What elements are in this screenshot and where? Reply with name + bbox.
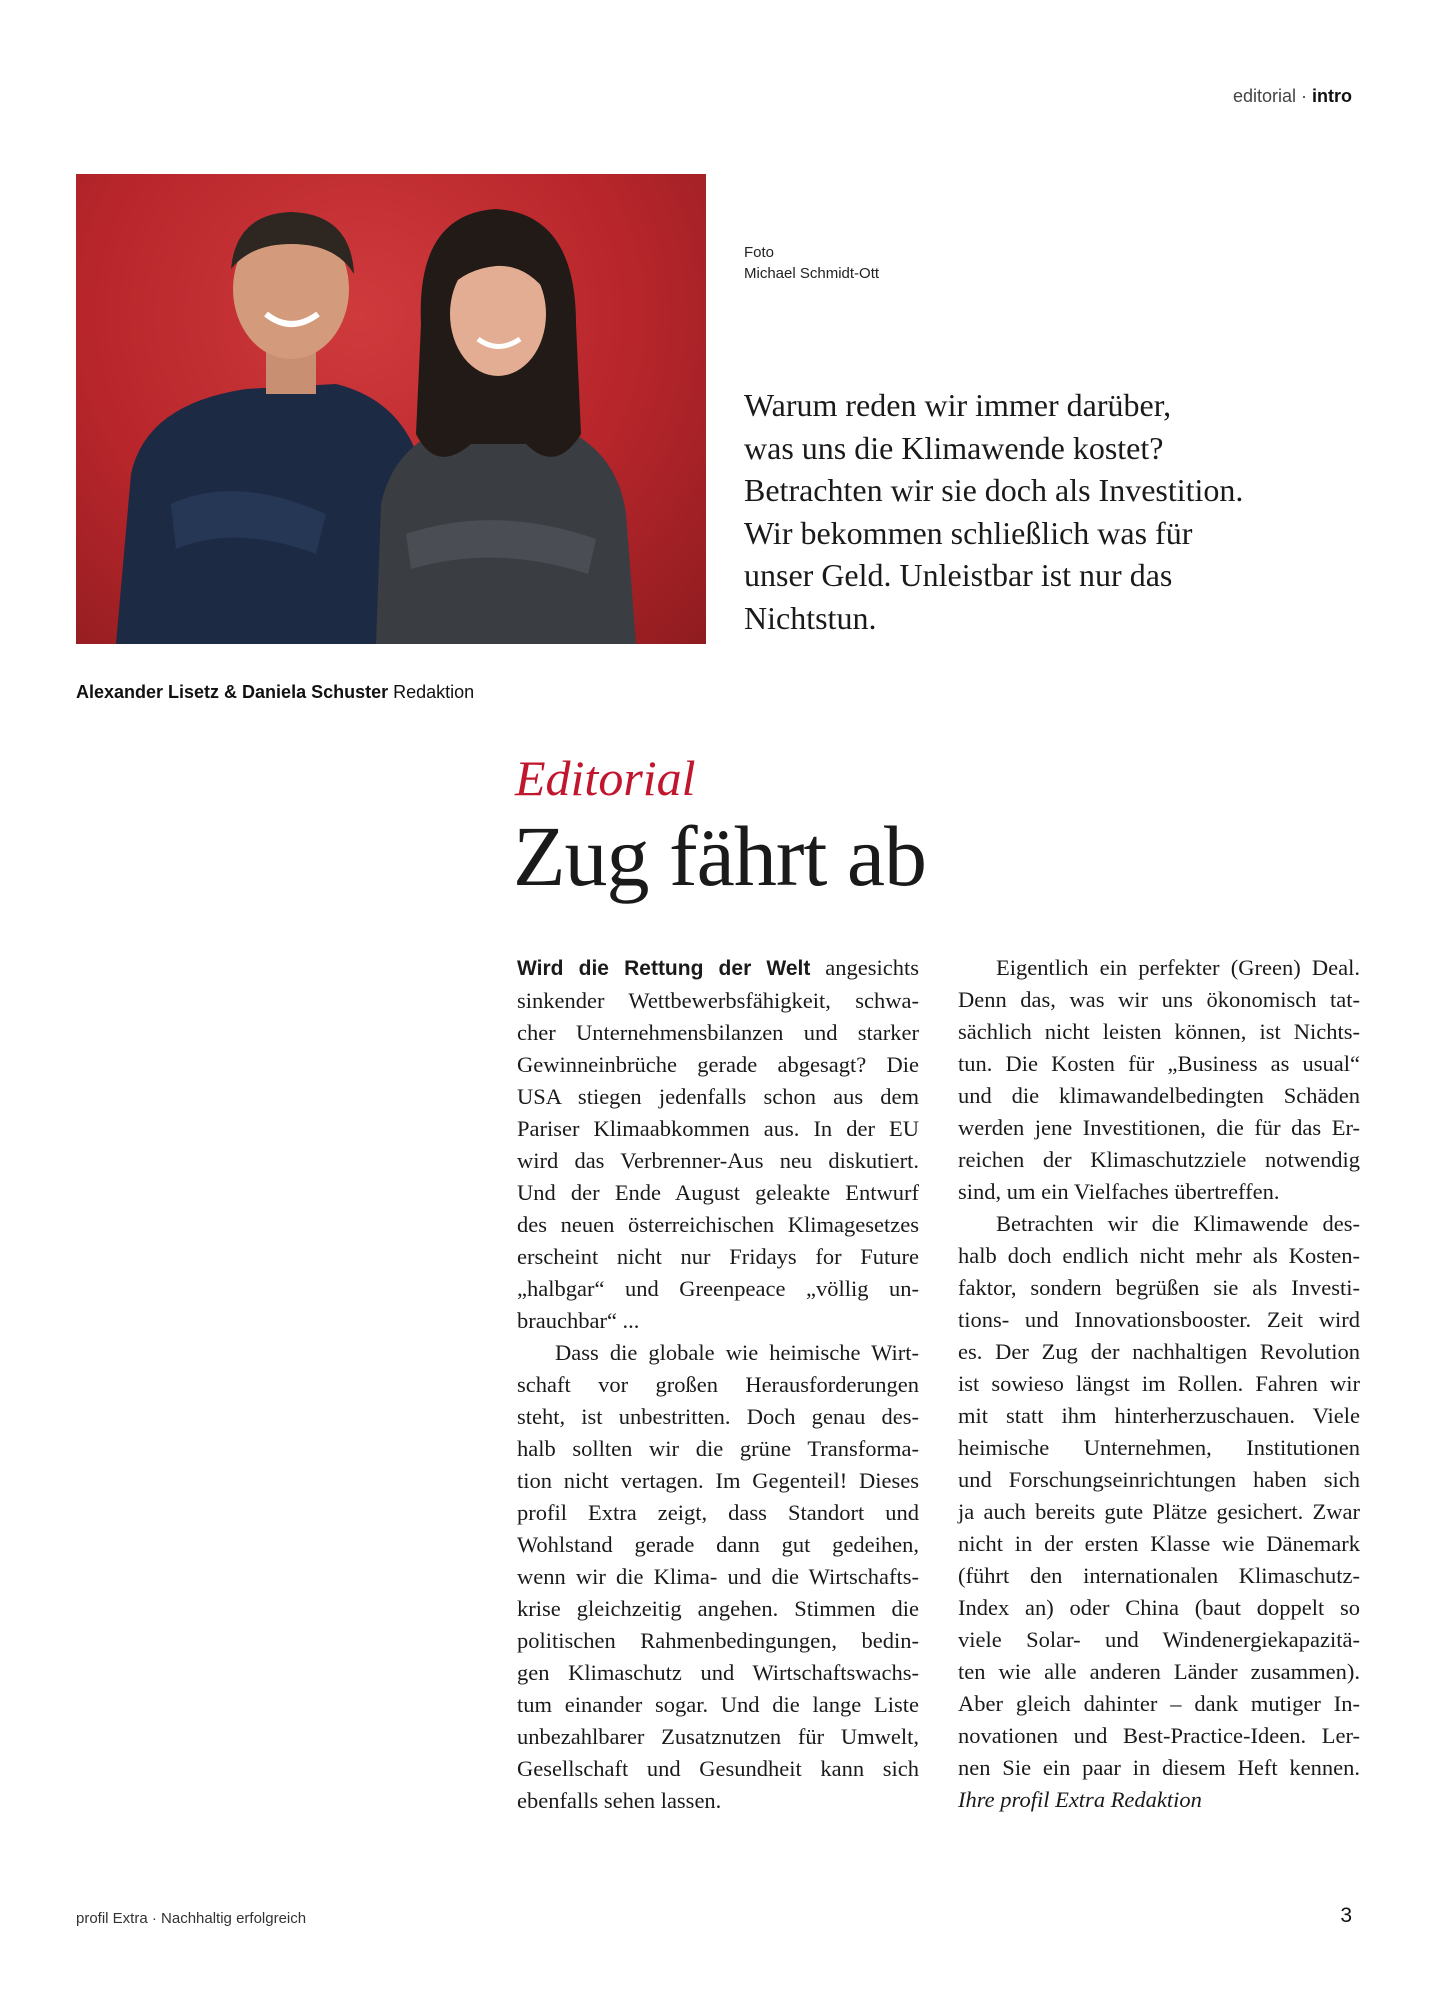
body-line: und die klimawandelbedingten Schäden: [958, 1083, 1360, 1108]
body-line: Denn das, was wir uns ökonomisch tat-: [958, 987, 1360, 1012]
body-line: ja auch bereits gute Plätze gesichert. Zwar: [958, 1499, 1360, 1524]
body-line: tun. Die Kosten für „Business as usual“: [958, 1051, 1360, 1076]
body-line: Pariser Klimaabkommen aus. In der EU: [517, 1116, 919, 1141]
body-line: unbezahlbarer Zusatznutzen für Umwelt,: [517, 1724, 919, 1749]
body-line: (führt den internationalen Klimaschutz-: [958, 1563, 1360, 1588]
body-line: politischen Rahmenbedingungen, bedin-: [517, 1628, 919, 1653]
body-line: Aber gleich dahinter – dank mutiger In-: [958, 1691, 1360, 1716]
body-line: USA stiegen jedenfalls schon aus dem: [517, 1084, 919, 1109]
body-line: ten wie alle anderen Länder zusammen).: [958, 1659, 1360, 1684]
body-line: tum einander sogar. Und die lange Liste: [517, 1692, 919, 1717]
editors-photo: [76, 174, 706, 644]
page-number: 3: [1340, 1904, 1352, 1927]
pull-quote-line: was uns die Klimawende kostet?: [744, 429, 1164, 466]
article-signature: Ihre profil Extra Redaktion: [958, 1787, 1202, 1812]
article-column-right: [958, 952, 1360, 1816]
body-line: wenn wir die Klima- und die Wirtschafts-: [517, 1564, 919, 1589]
pull-quote-line: unser Geld. Unleistbar ist nur das: [744, 557, 1173, 593]
body-text: angesichts: [810, 955, 920, 980]
article-lead: Wird die Rettung der Welt: [517, 957, 811, 980]
article-headline: Zug fährt ab: [513, 808, 927, 904]
pull-quote: [744, 384, 1344, 639]
body-line: Betrachten wir die Klimawende des-: [996, 1211, 1360, 1236]
body-line: reichen der Klimaschutzziele notwendig: [958, 1147, 1360, 1172]
body-line: viele Solar- und Windenergiekapazitä-: [958, 1627, 1360, 1652]
footer-publication: profil Extra · Nachhaltig erfolgreich: [76, 1910, 307, 1927]
body-line: krise gleichzeitig angehen. Stimmen die: [517, 1596, 919, 1621]
body-line: wird das Verbrenner-Aus neu diskutiert.: [517, 1148, 919, 1173]
photo-credit-name: Michael Schmidt-Ott: [744, 265, 880, 282]
body-line: „halbgar“ und Greenpeace „völlig un-: [517, 1276, 919, 1301]
editors-illustration: [76, 174, 706, 644]
body-line: sind, um ein Vielfaches übertreffen.: [958, 1179, 1280, 1204]
body-line: Und der Ende August geleakte Entwurf: [517, 1180, 919, 1205]
body-line: profil Extra zeigt, dass Standort und: [517, 1500, 919, 1525]
body-line: nicht in der ersten Klasse wie Dänemark: [958, 1531, 1360, 1556]
body-line: halb doch endlich nicht mehr als Kosten-: [958, 1243, 1360, 1268]
body-line: sinkender Wettbewerbsfähigkeit, schwa-: [517, 988, 919, 1013]
section-separator: ·: [1296, 86, 1312, 106]
pull-quote-line: Betrachten wir sie doch als Investition.: [744, 472, 1244, 508]
body-line: ebenfalls sehen lassen.: [517, 1788, 722, 1813]
body-line: und Forschungseinrichtungen haben sich: [958, 1467, 1360, 1492]
article-column-left: [517, 952, 919, 1817]
body-line: tion nicht vertagen. Im Gegenteil! Dieses: [517, 1468, 919, 1493]
body-line: Gesellschaft und Gesundheit kann sich: [517, 1756, 919, 1781]
body-line: Dass die globale wie heimische Wirt-: [555, 1340, 919, 1365]
body-line: des neuen österreichischen Klimagesetzes: [517, 1212, 919, 1237]
body-line: werden jene Investitionen, die für das Er-: [958, 1115, 1360, 1140]
body-line: nen Sie ein paar in diesem Heft kennen.: [958, 1755, 1360, 1780]
body-line: schaft vor großen Herausforderungen: [517, 1372, 919, 1397]
body-line: Eigentlich ein perfekter (Green) Deal.: [996, 955, 1360, 980]
body-line: cher Unternehmensbilanzen und starker: [517, 1020, 919, 1045]
body-line: [517, 952, 919, 985]
body-line: erscheint nicht nur Fridays for Future: [517, 1244, 919, 1269]
body-line: Gewinneinbrüche gerade abgesagt? Die: [517, 1052, 919, 1077]
section-label: editorial: [1232, 86, 1296, 106]
body-line: gen Klimaschutz und Wirtschaftswachs-: [517, 1660, 919, 1685]
body-line: Wohlstand gerade dann gut gedeihen,: [517, 1532, 919, 1557]
body-line: Index an) oder China (baut doppelt so: [958, 1595, 1360, 1620]
body-line: tions- und Innovationsbooster. Zeit wird: [958, 1307, 1360, 1332]
photo-caption: [76, 682, 474, 703]
caption-names: Alexander Lisetz & Daniela Schuster: [76, 682, 389, 702]
pull-quote-line: Wir bekommen schließlich was für: [744, 514, 1193, 551]
pull-quote-line: Nichtstun.: [744, 599, 877, 636]
pull-quote-line: Warum reden wir immer darüber,: [744, 387, 1172, 423]
body-line: halb sollten wir die grüne Transforma-: [517, 1436, 919, 1461]
subsection-label: intro: [1312, 86, 1352, 106]
body-line: brauchbar“ ...: [517, 1308, 640, 1333]
photo-credit-label: Foto: [744, 244, 775, 261]
body-line: es. Der Zug der nachhaltigen Revolution: [958, 1339, 1360, 1364]
caption-role: Redaktion: [388, 682, 475, 702]
body-line: mit statt ihm hinterherzuschauen. Viele: [958, 1403, 1360, 1428]
photo-credit: [744, 242, 879, 284]
body-line: heimische Unternehmen, Institutionen: [958, 1435, 1360, 1460]
body-line: ist sowieso längst im Rollen. Fahren wir: [958, 1371, 1360, 1396]
body-line: steht, ist unbestritten. Doch genau des-: [517, 1404, 919, 1429]
body-line: sächlich nicht leisten können, ist Nichts-: [958, 1019, 1360, 1044]
body-line: novationen und Best-Practice-Ideen. Ler-: [958, 1723, 1360, 1748]
body-line: faktor, sondern begrüßen sie als Investi-: [958, 1275, 1360, 1300]
article-kicker: Editorial: [515, 750, 696, 806]
section-header: [1233, 86, 1352, 107]
